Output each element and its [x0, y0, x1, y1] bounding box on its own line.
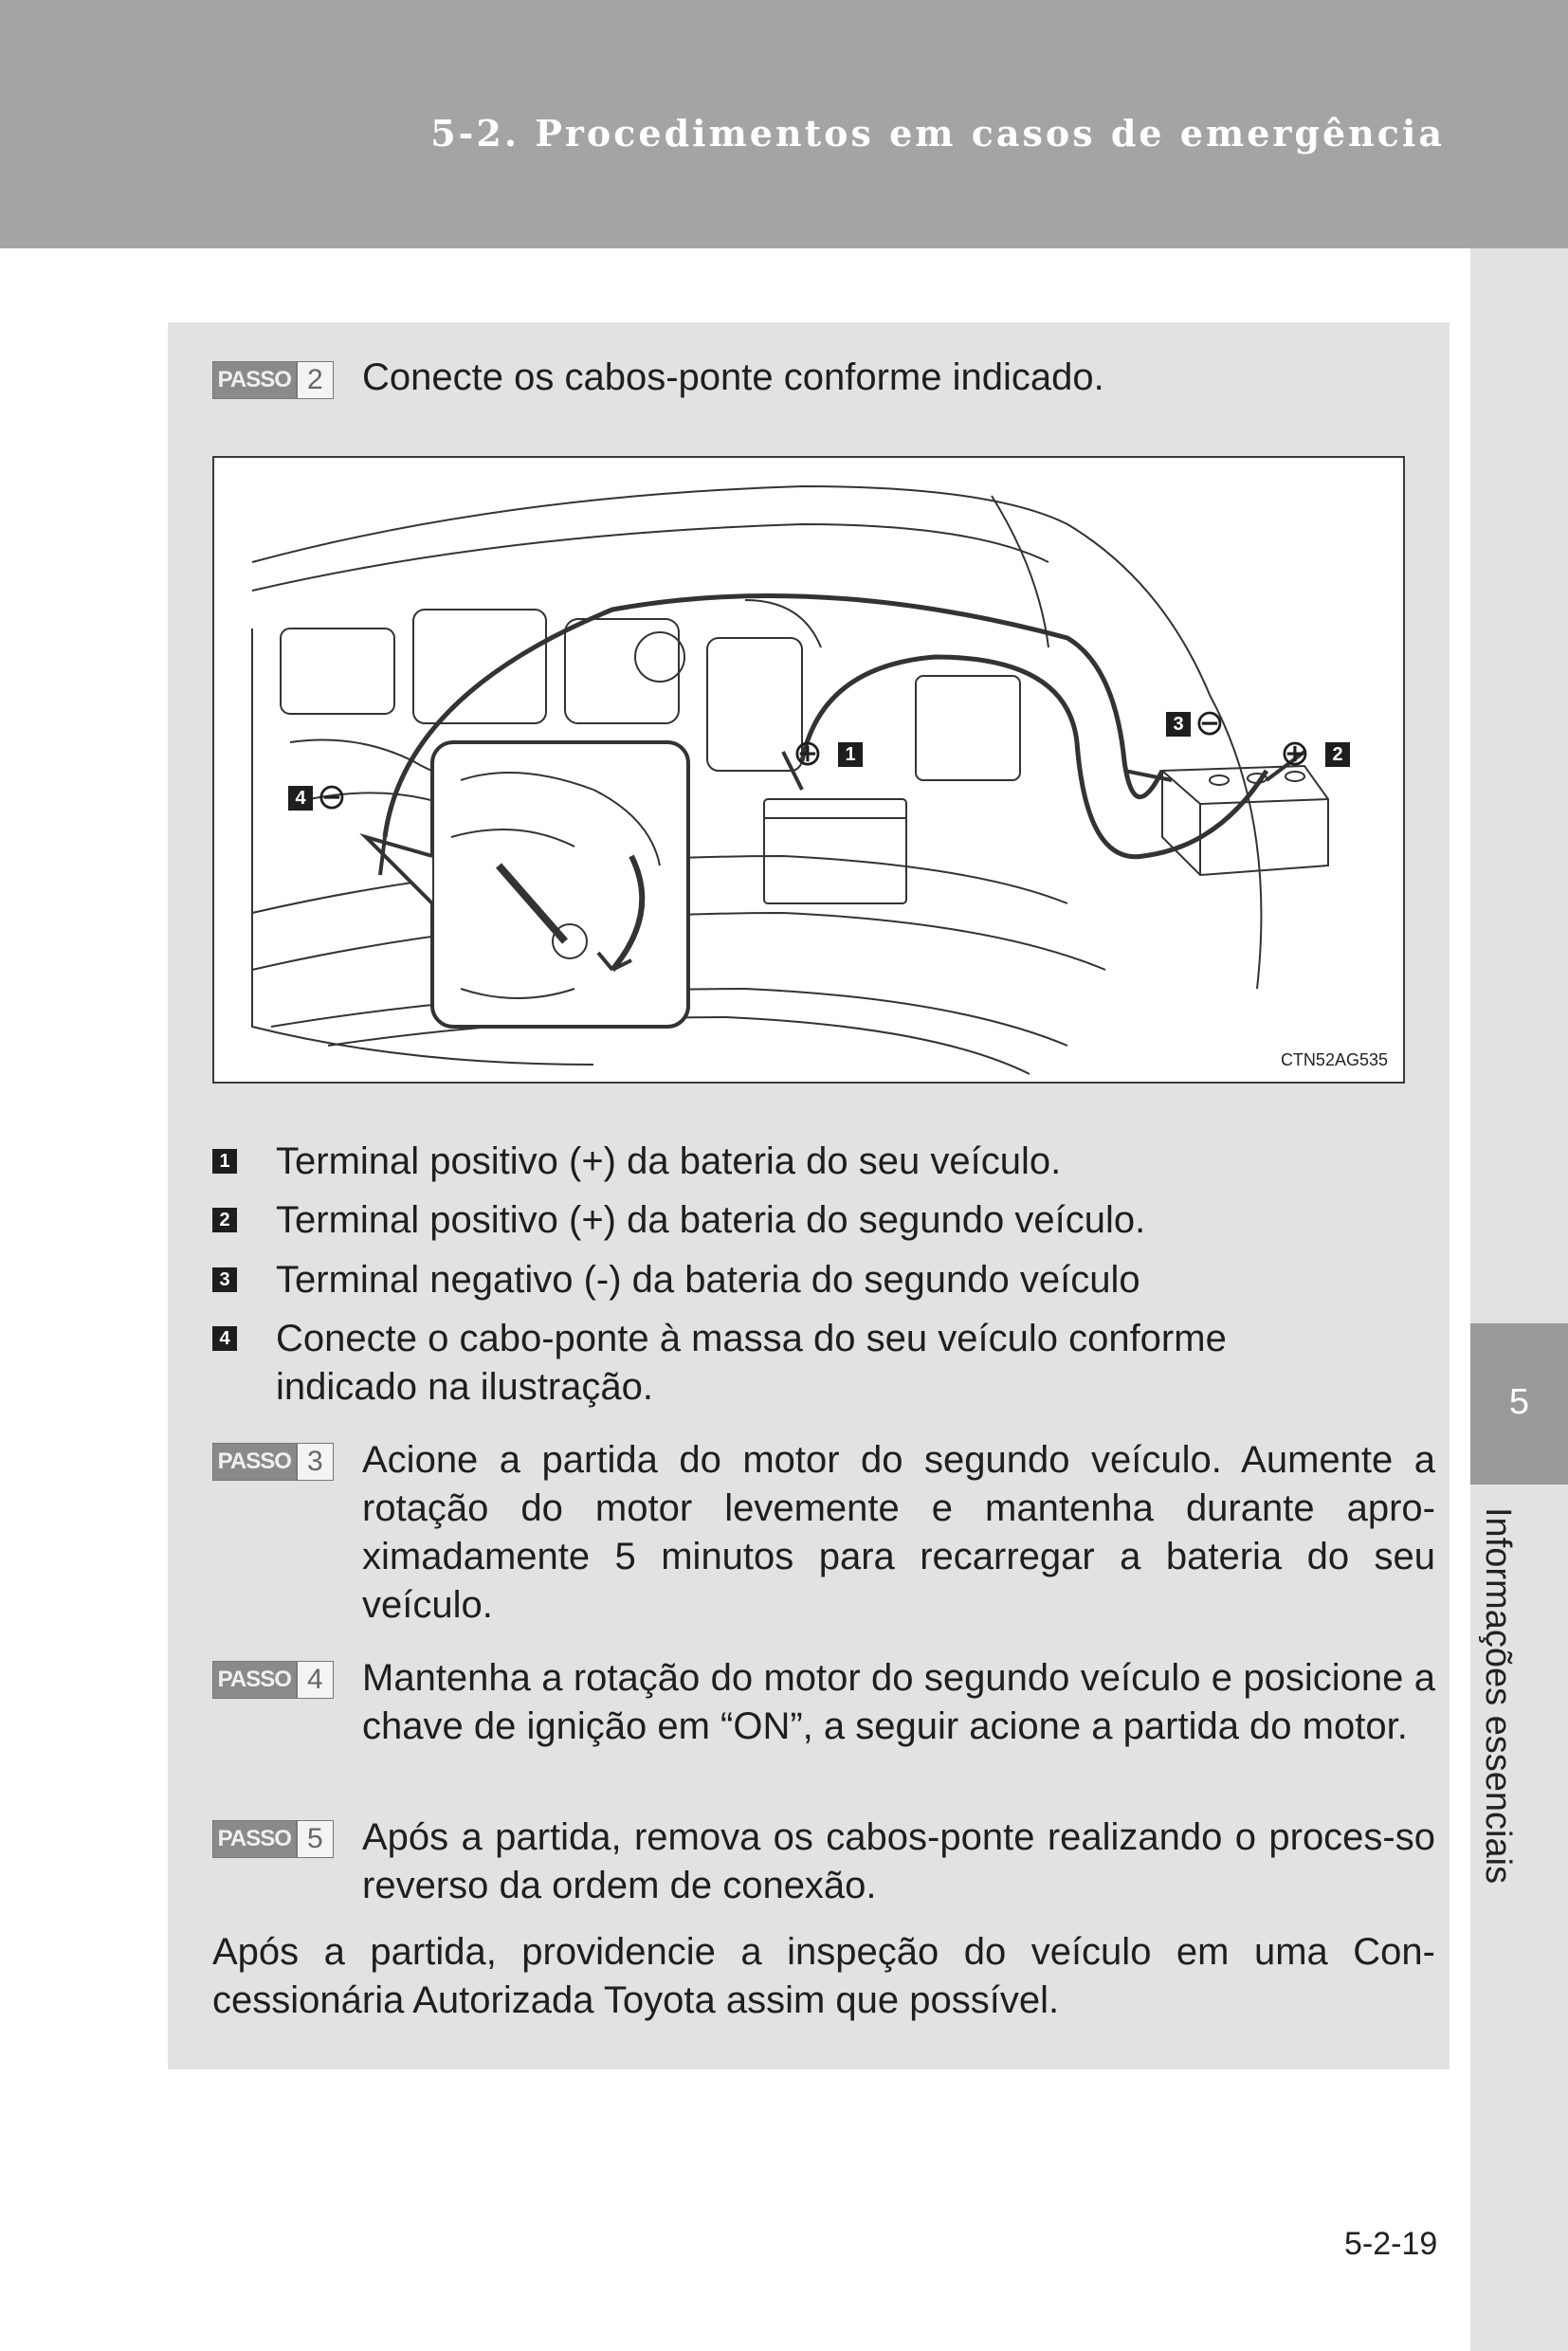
callout-2-sign: ⊕ — [1280, 734, 1310, 774]
step-4-text: Mantenha a rotação do motor do segundo veículo e posicione a chave de ignição em “ON”, a seguir acione a partida do motor. — [362, 1657, 1435, 1747]
callout-1-sign: ⊕ — [793, 734, 823, 774]
step-2-text: Conecte os cabos-ponte conforme indicado. — [362, 356, 1104, 398]
callout-3-number: 3 — [1166, 712, 1191, 737]
callout-2-number: 2 — [1325, 742, 1350, 767]
legend-1-text: Terminal positivo (+) da bateria do seu veículo. — [276, 1140, 1062, 1182]
figure-code: CTN52AG535 — [1280, 1050, 1388, 1069]
legend-4-marker: 4 — [212, 1326, 237, 1351]
callout-4-sign: ⊖ — [317, 777, 347, 817]
chapter-number: 5 — [1508, 1382, 1530, 1422]
step-badge-4: PASSO 4 — [212, 1661, 334, 1699]
closing-note: Após a partida, providencie a inspeção do veículo em uma Con-cessionária Autorizada Toyota assim que possível. — [212, 1931, 1435, 2021]
step-3-text: Acione a partida do motor do segundo veículo. Aumente a rotação do motor levemente e mantenha durante apro-ximadamente 5 minutos para recarregar a bateria do seu veículo. — [362, 1439, 1435, 1626]
callout-4-number: 4 — [288, 786, 313, 811]
step-5-text: Após a partida, remova os cabos-ponte realizando o proces-so reverso da ordem de conexão. — [362, 1816, 1435, 1906]
legend-2-marker: 2 — [212, 1208, 237, 1232]
legend-2-text: Terminal positivo (+) da bateria do segundo veículo. — [276, 1199, 1146, 1241]
step-badge-3: PASSO 3 — [212, 1443, 334, 1481]
callout-3-sign: ⊖ — [1194, 703, 1225, 743]
page-number: 5-2-19 — [1344, 2226, 1438, 2262]
side-strip — [1470, 248, 1568, 2351]
step-badge-5: PASSO 5 — [212, 1820, 334, 1858]
chapter-title: Informações essenciais — [1478, 1507, 1518, 1885]
jump-start-illustration — [212, 456, 1405, 1084]
legend-1-marker: 1 — [212, 1149, 237, 1174]
section-title: 5-2. Procedimentos em casos de emergência — [430, 112, 1445, 155]
legend-3-marker: 3 — [212, 1267, 237, 1292]
step-badge-2: PASSO 2 — [212, 361, 334, 399]
callout-1-number: 1 — [838, 742, 863, 767]
legend-4-text: Conecte o cabo-ponte à massa do seu veículo conforme indicado na ilustração. — [276, 1318, 1227, 1408]
legend-3-text: Terminal negativo (-) da bateria do segundo veículo — [276, 1259, 1140, 1301]
